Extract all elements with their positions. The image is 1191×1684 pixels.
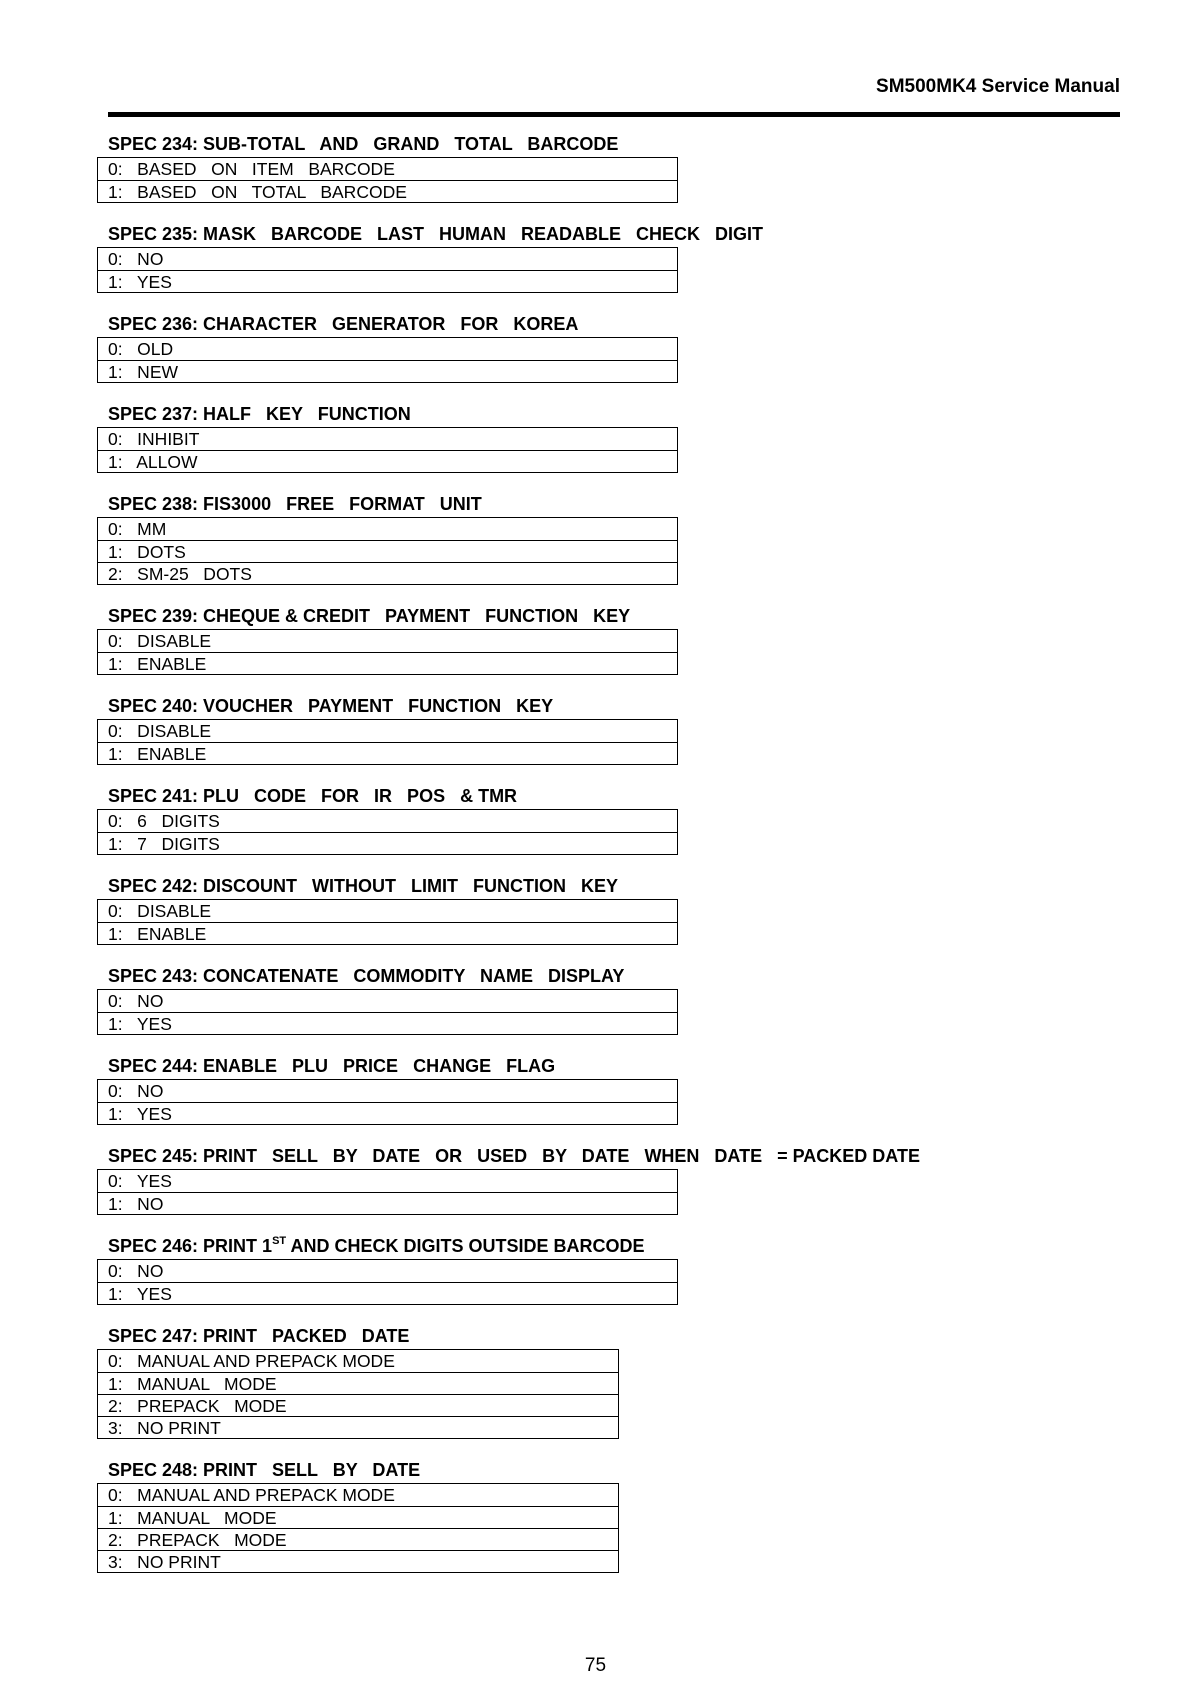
spec-title: SPEC 244: ENABLE PLU PRICE CHANGE FLAG — [108, 1056, 556, 1076]
spec-options-table — [97, 337, 678, 383]
spec-option: 1: MANUAL MODE — [98, 1506, 618, 1528]
spec-option: 0: BASED ON ITEM BARCODE — [108, 159, 395, 179]
page-number: 75 — [584, 1655, 607, 1676]
spec-options-table — [97, 427, 678, 473]
spec-title: SPEC 240: VOUCHER PAYMENT FUNCTION KEY — [108, 696, 554, 716]
spec-option: 0: DISABLE — [108, 901, 212, 921]
spec-option: 1: YES — [98, 1282, 677, 1304]
spec-option: 2: PREPACK MODE — [98, 1528, 618, 1550]
spec-options-table — [97, 899, 678, 945]
spec-option: 1: DOTS — [98, 540, 677, 562]
spec-title-rest: AND CHECK DIGITS OUTSIDE BARCODE — [286, 1236, 645, 1256]
spec-title: SPEC 235: MASK BARCODE LAST HUMAN READABLE CHECK DIGIT — [108, 224, 764, 244]
spec-option: 0: DISABLE — [108, 721, 212, 741]
spec-title: SPEC 248: PRINT SELL BY DATE — [108, 1460, 421, 1480]
spec-option: 1: BASED ON TOTAL BARCODE — [98, 180, 677, 202]
spec-title-superscript: ST — [272, 1235, 287, 1247]
spec-240 — [97, 696, 997, 765]
spec-option: 1: YES — [98, 1012, 677, 1034]
spec-options-table — [97, 719, 678, 765]
spec-options-table — [97, 517, 678, 585]
spec-options-table — [97, 989, 678, 1035]
spec-options-table — [97, 809, 678, 855]
spec-248 — [97, 1460, 997, 1573]
spec-option: 0: MANUAL AND PREPACK MODE — [108, 1485, 395, 1505]
spec-options-table — [97, 1483, 619, 1573]
spec-option: 0: YES — [108, 1171, 172, 1191]
spec-option: 1: MANUAL MODE — [98, 1372, 618, 1394]
spec-options-table — [97, 1259, 678, 1305]
document-header-title: SM500MK4 Service Manual — [876, 76, 1120, 97]
spec-options-table — [97, 1169, 678, 1215]
spec-option: 1: NO — [98, 1192, 677, 1214]
spec-option: 0: NO — [108, 1261, 164, 1281]
spec-option: 1: YES — [98, 270, 677, 292]
spec-238 — [97, 494, 997, 585]
spec-option: 2: PREPACK MODE — [98, 1394, 618, 1416]
spec-244 — [97, 1056, 997, 1125]
spec-title: SPEC 234: SUB-TOTAL AND GRAND TOTAL BARCODE — [108, 134, 619, 154]
spec-236 — [97, 314, 997, 383]
spec-237 — [97, 404, 997, 473]
spec-option: 0: NO — [108, 249, 164, 269]
spec-option: 1: ENABLE — [98, 652, 677, 674]
spec-option: 1: ALLOW — [98, 450, 677, 472]
spec-option: 2: SM-25 DOTS — [98, 562, 677, 584]
spec-option: 0: MANUAL AND PREPACK MODE — [108, 1351, 395, 1371]
spec-title: SPEC 243: CONCATENATE COMMODITY NAME DISPLAY — [108, 966, 625, 986]
spec-245 — [97, 1146, 997, 1215]
header-divider — [108, 112, 1120, 117]
spec-title: SPEC 239: CHEQUE & CREDIT PAYMENT FUNCTION KEY — [108, 606, 631, 626]
spec-options-table — [97, 1349, 619, 1439]
spec-options-table — [97, 1079, 678, 1125]
spec-option: 1: YES — [98, 1102, 677, 1124]
spec-246 — [97, 1236, 997, 1305]
spec-title: SPEC 241: PLU CODE FOR IR POS & TMR — [108, 786, 518, 806]
spec-option: 0: 6 DIGITS — [108, 811, 220, 831]
spec-option: 0: INHIBIT — [108, 429, 200, 449]
spec-247 — [97, 1326, 997, 1439]
spec-235 — [97, 224, 997, 293]
spec-239 — [97, 606, 997, 675]
spec-list — [97, 134, 997, 1594]
spec-option: 0: NO — [108, 1081, 164, 1101]
spec-option: 1: NEW — [98, 360, 677, 382]
spec-title: SPEC 242: DISCOUNT WITHOUT LIMIT FUNCTION KEY — [108, 876, 619, 896]
spec-options-table — [97, 157, 678, 203]
spec-title: SPEC 245: PRINT SELL BY DATE OR USED BY DATE WHEN DATE = PACKED DATE — [108, 1146, 920, 1166]
spec-option: 0: MM — [108, 519, 167, 539]
spec-option: 3: NO PRINT — [98, 1550, 618, 1572]
spec-options-table — [97, 247, 678, 293]
spec-options-table — [97, 629, 678, 675]
spec-241 — [97, 786, 997, 855]
spec-option: 0: NO — [108, 991, 164, 1011]
spec-title: SPEC 237: HALF KEY FUNCTION — [108, 404, 411, 424]
spec-option: 1: 7 DIGITS — [98, 832, 677, 854]
spec-option: 0: OLD — [108, 339, 174, 359]
spec-title: SPEC 238: FIS3000 FREE FORMAT UNIT — [108, 494, 482, 514]
spec-234 — [97, 134, 997, 203]
spec-243 — [97, 966, 997, 1035]
spec-option: 1: ENABLE — [98, 922, 677, 944]
spec-242 — [97, 876, 997, 945]
spec-option: 0: DISABLE — [108, 631, 212, 651]
spec-title: SPEC 247: PRINT PACKED DATE — [108, 1326, 410, 1346]
spec-title-main: SPEC 246: PRINT 1 — [108, 1236, 273, 1256]
spec-title: SPEC 236: CHARACTER GENERATOR FOR KOREA — [108, 314, 579, 334]
spec-title — [108, 1236, 997, 1256]
spec-option: 1: ENABLE — [98, 742, 677, 764]
spec-option: 3: NO PRINT — [98, 1416, 618, 1438]
